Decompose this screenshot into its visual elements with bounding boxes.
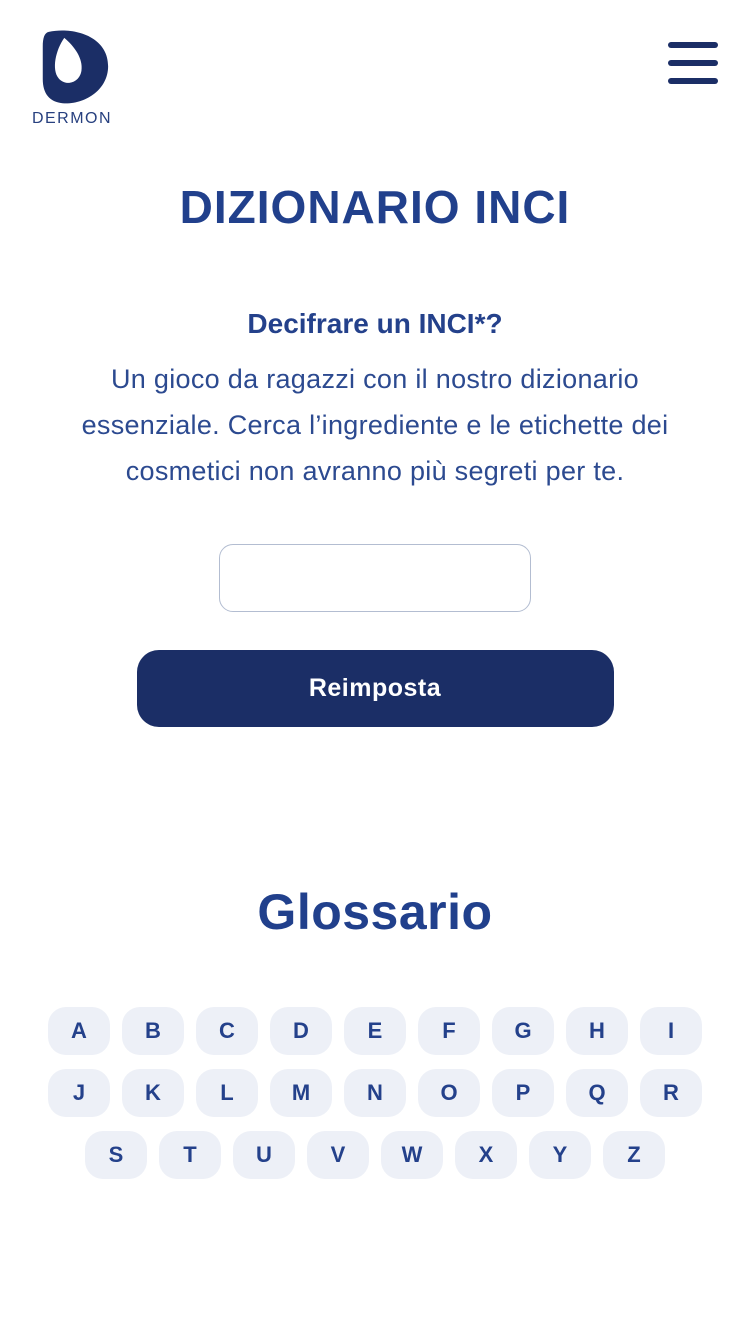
glossary-letter-e[interactable]: E xyxy=(344,1007,406,1055)
glossary-letter-v[interactable]: V xyxy=(307,1131,369,1179)
glossary-letter-o[interactable]: O xyxy=(418,1069,480,1117)
glossary-letter-m[interactable]: M xyxy=(270,1069,332,1117)
glossary-letter-c[interactable]: C xyxy=(196,1007,258,1055)
search-area xyxy=(0,544,750,612)
glossary-letter-q[interactable]: Q xyxy=(566,1069,628,1117)
glossary-letter-g[interactable]: G xyxy=(492,1007,554,1055)
glossary-letter-n[interactable]: N xyxy=(344,1069,406,1117)
dermon-logo[interactable] xyxy=(27,28,117,128)
reset-button[interactable]: Reimposta xyxy=(137,650,614,727)
glossary-letter-h[interactable]: H xyxy=(566,1007,628,1055)
glossary-letter-y[interactable]: Y xyxy=(529,1131,591,1179)
glossary-letter-r[interactable]: R xyxy=(640,1069,702,1117)
glossary-letter-b[interactable]: B xyxy=(122,1007,184,1055)
glossary-grid xyxy=(0,1007,750,1179)
glossary-letter-p[interactable]: P xyxy=(492,1069,554,1117)
header xyxy=(0,0,750,127)
page-title: DIZIONARIO INCI xyxy=(179,181,571,233)
glossary-letter-s[interactable]: S xyxy=(85,1131,147,1179)
glossary-letter-row xyxy=(48,1069,702,1117)
reset-area xyxy=(0,650,750,727)
glossary-letter-u[interactable]: U xyxy=(233,1131,295,1179)
glossary-letter-x[interactable]: X xyxy=(455,1131,517,1179)
glossary-letter-f[interactable]: F xyxy=(418,1007,480,1055)
glossary-letter-k[interactable]: K xyxy=(122,1069,184,1117)
glossary-letter-i[interactable]: I xyxy=(640,1007,702,1055)
intro-heading: Decifrare un INCI*? xyxy=(247,308,503,339)
dermon-logo-icon xyxy=(29,28,115,108)
hamburger-bar xyxy=(668,60,718,66)
glossary-letter-a[interactable]: A xyxy=(48,1007,110,1055)
ingredient-search-input[interactable] xyxy=(219,544,531,612)
glossary-letter-l[interactable]: L xyxy=(196,1069,258,1117)
glossary-letter-row xyxy=(85,1131,665,1179)
logo-wordmark: DERMON xyxy=(31,110,113,127)
glossary-letter-j[interactable]: J xyxy=(48,1069,110,1117)
hamburger-bar xyxy=(668,78,718,84)
hamburger-menu-icon[interactable] xyxy=(668,42,718,84)
glossary-title: Glossario xyxy=(257,884,493,940)
glossary-letter-row xyxy=(48,1007,702,1055)
intro-body-text: Un gioco da ragazzi con il nostro dizionario essenziale. Cerca l’ingrediente e le etichette dei cosmetici non avranno più segreti per te. xyxy=(81,364,669,486)
hamburger-bar xyxy=(668,42,718,48)
glossary-letter-t[interactable]: T xyxy=(159,1131,221,1179)
glossary-letter-d[interactable]: D xyxy=(270,1007,332,1055)
glossary-letter-z[interactable]: Z xyxy=(603,1131,665,1179)
glossary-letter-w[interactable]: W xyxy=(381,1131,443,1179)
